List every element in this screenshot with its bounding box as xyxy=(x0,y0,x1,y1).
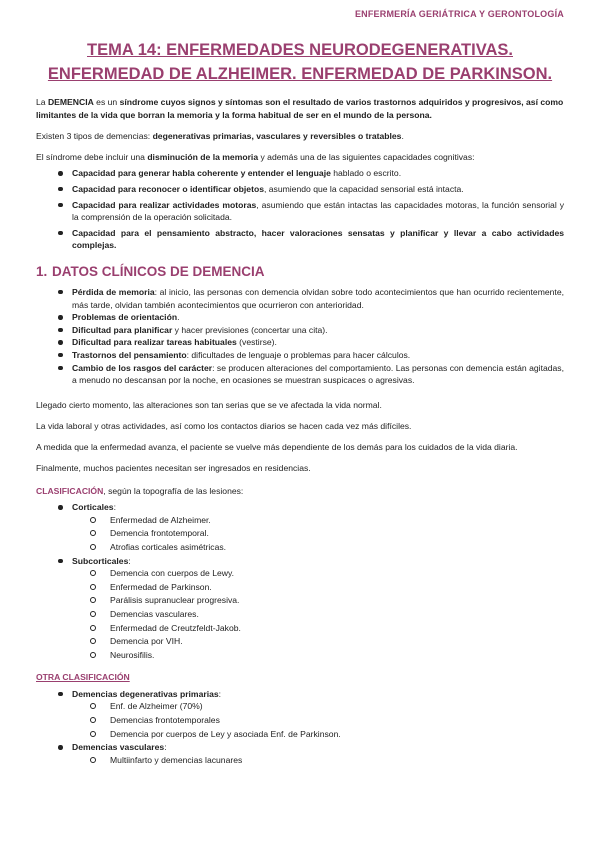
other-classification-heading xyxy=(36,671,564,684)
list-item: Neurosifilis. xyxy=(72,649,564,662)
list-item: Demencia por VIH. xyxy=(72,635,564,648)
list-item: Capacidad para realizar actividades motoras, asumiendo que están intactas las capacidades motoras, la función sensorial y la comprensión de la operación solicitada. xyxy=(36,199,564,224)
paragraph: Finalmente, muchos pacientes necesitan ser ingresados en residencias. xyxy=(36,462,311,473)
subcortical-list xyxy=(72,567,564,661)
title-line-2: ENFERMEDAD DE ALZHEIMER. ENFERMEDAD DE PARKINSON. xyxy=(47,65,553,83)
list-item: Capacidad para el pensamiento abstracto, hacer valoraciones sensatas y planificar y llevar a cabo actividades complejas. xyxy=(36,227,564,252)
primary-list xyxy=(72,700,564,740)
intro-text: La xyxy=(36,97,48,107)
list-item: Dificultad para realizar tareas habituales (vestirse). xyxy=(36,336,564,349)
other-classification-label: OTRA CLASIFICACIÓN xyxy=(36,672,130,683)
types-paragraph xyxy=(36,130,564,143)
list-item: Demencia con cuerpos de Lewy. xyxy=(72,567,564,580)
paragraph: A medida que la enfermedad avanza, el paciente se vuelve más dependiente de los demás para los cuidados de la vida diaria. xyxy=(36,441,518,452)
list-item: Trastornos del pensamiento: dificultades de lenguaje o problemas para hacer cálculos. xyxy=(36,349,564,362)
intro-term: DEMENCIA xyxy=(47,97,94,107)
list-item: Enf. de Alzheimer (70%) xyxy=(72,700,564,713)
intro-definition: síndrome cuyos signos y síntomas son el resultado de varios trastornos adquiridos y progresivos, así como limitantes de la vida que borran la memoria y la forma habitual de ser en el mundo de la persona. xyxy=(36,97,564,120)
section-title: DATOS CLÍNICOS DE DEMENCIA xyxy=(52,263,265,279)
paragraph: Llegado cierto momento, las alteraciones son tan serias que se ve afectada la vida normal. xyxy=(36,399,382,410)
classification-list xyxy=(36,501,564,661)
intro-text: es un xyxy=(93,97,120,107)
intro-paragraph xyxy=(36,96,564,121)
syndrome-text: El síndrome debe incluir una xyxy=(36,151,148,162)
list-item: Multiinfarto y demencias lacunares xyxy=(72,754,564,767)
list-item: Dificultad para planificar y hacer previsiones (concertar una cita). xyxy=(36,324,564,337)
other-classification-list xyxy=(36,688,564,767)
list-item: Demencias vasculares: Multiinfarto y demencias lacunares xyxy=(36,741,564,766)
classification-text: , según la topografía de las lesiones: xyxy=(103,485,244,496)
section-number: 1. xyxy=(36,263,48,279)
syndrome-key: disminución de la memoria xyxy=(147,151,259,162)
list-item: Demencias degenerativas primarias: Enf. de Alzheimer (70%) Demencias frontotemporales Demencia por cuerpos de Ley y asociada Enf. de Parkinson. xyxy=(36,688,564,740)
list-item: Enfermedad de Alzheimer. xyxy=(72,514,564,527)
syndrome-text: y además una de las siguientes capacidades cognitivas: xyxy=(258,151,475,162)
types-text: . xyxy=(401,130,404,141)
list-item: Subcorticales: Demencia con cuerpos de Lewy. Enfermedad de Parkinson. Parálisis supranuclear progresiva. Demencias vasculares. Enfermedad de Creutzfeldt-Jakob. Demencia por VIH. Neurosifilis. xyxy=(36,555,564,662)
list-item: Parálisis supranuclear progresiva. xyxy=(72,594,564,607)
cortical-list xyxy=(72,514,564,554)
section-heading-clinical xyxy=(36,264,564,280)
list-item: Capacidad para generar habla coherente y entender el lenguaje hablado o escrito. xyxy=(36,167,564,180)
page-title xyxy=(30,38,570,86)
list-item: Capacidad para reconocer o identificar objetos, asumiendo que la capacidad sensorial está intacta. xyxy=(36,183,564,196)
list-item: Atrofias corticales asimétricas. xyxy=(72,541,564,554)
list-item: Demencia por cuerpos de Ley y asociada Enf. de Parkinson. xyxy=(72,728,564,741)
list-item: Corticales: Enfermedad de Alzheimer. Demencia frontotemporal. Atrofias corticales asimétricas. xyxy=(36,501,564,553)
page-header: ENFERMERÍA GERIÁTRICA Y GERONTOLOGÍA xyxy=(354,9,564,19)
types-text: Existen 3 tipos de demencias: xyxy=(36,130,153,141)
document-body xyxy=(36,96,564,774)
paragraph: La vida laboral y otras actividades, así como los contactos diarios se hacen cada vez más difíciles. xyxy=(36,420,412,431)
syndrome-paragraph xyxy=(36,151,564,164)
vascular-list xyxy=(72,754,564,767)
capacities-list xyxy=(36,167,564,252)
list-item: Pérdida de memoria: al inicio, las personas con demencia olvidan sobre todo acontecimientos que han ocurrido recientemente, más tarde, olvidan también acontecimientos que ocurrieron con anterioridad. xyxy=(36,286,564,311)
title-line-1: TEMA 14: ENFERMEDADES NEURODEGENERATIVAS. xyxy=(87,41,513,59)
clinical-list xyxy=(36,286,564,387)
list-item: Cambio de los rasgos del carácter: se producen alteraciones del comportamiento. Las personas con demencia están agitadas, a menudo no descansan por la noche, en ocasiones se muestran suspicaces o agresivas. xyxy=(36,362,564,387)
list-item: Enfermedad de Parkinson. xyxy=(72,581,564,594)
list-item: Demencias vasculares. xyxy=(72,608,564,621)
classification-label: CLASIFICACIÓN xyxy=(36,485,104,496)
list-item: Problemas de orientación. xyxy=(36,311,564,324)
list-item: Demencias frontotemporales xyxy=(72,714,564,727)
list-item: Enfermedad de Creutzfeldt-Jakob. xyxy=(72,622,564,635)
classification-heading xyxy=(36,485,564,498)
list-item: Demencia frontotemporal. xyxy=(72,527,564,540)
types-list: degenerativas primarias, vasculares y reversibles o tratables xyxy=(152,130,402,141)
